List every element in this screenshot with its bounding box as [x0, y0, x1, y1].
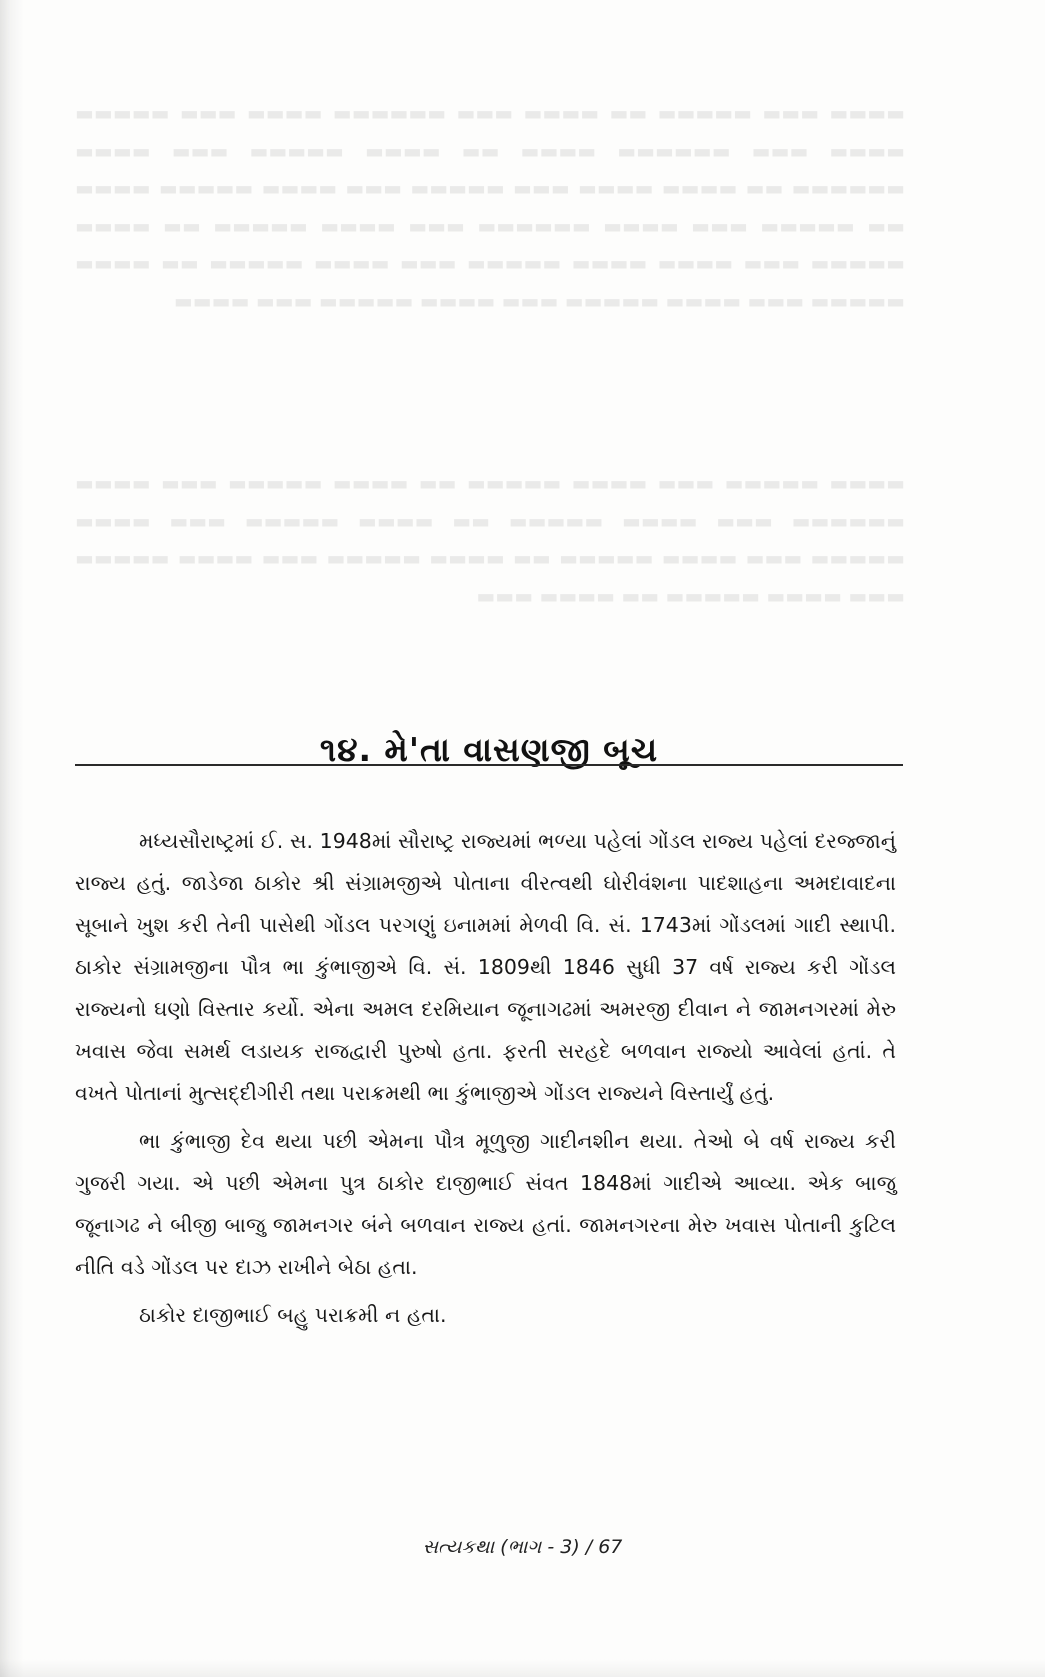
chapter-body [75, 820, 896, 1342]
heading-rule [75, 764, 903, 766]
page-footer: સત્યકથા (ભાગ - 3) / 67 [422, 1536, 623, 1558]
bleed-through-text-top: ▬▬▬▬ ▬▬▬ ▬▬▬▬▬ ▬▬ ▬▬▬▬ ▬▬▬ ▬▬▬▬▬▬ ▬▬▬▬ ▬▬▬ ▬▬▬▬▬ ▬▬▬▬ ▬▬▬ ▬▬▬▬▬▬ ▬▬▬▬ ▬▬ ▬▬▬▬ ▬▬▬▬▬ ▬▬▬ ▬▬▬▬ ▬▬▬▬▬▬ ▬▬ ▬▬▬▬ ▬▬▬▬ ▬▬▬ ▬▬▬▬▬ ▬▬▬ ▬▬▬▬ ▬▬▬▬▬ ▬▬▬▬ ▬▬ ▬▬▬▬▬ ▬▬▬ ▬▬▬▬ ▬▬▬▬▬▬ ▬▬▬ ▬▬▬▬ ▬▬▬▬▬ ▬▬ ▬▬▬▬ ▬▬▬▬▬ ▬▬▬ ▬▬▬▬ ▬▬▬▬ ▬▬▬▬▬ ▬▬▬ ▬▬▬▬ ▬▬▬▬▬ ▬▬ ▬▬▬▬ ▬▬▬▬▬ ▬▬▬ ▬▬▬▬ ▬▬▬▬▬ ▬▬▬ ▬▬▬▬ ▬▬▬▬▬ ▬▬▬ ▬▬▬▬ [75, 101, 905, 313]
bleed-through-text-middle: ▬▬▬▬ ▬▬▬▬▬ ▬▬▬ ▬▬▬▬ ▬▬▬▬▬ ▬▬ ▬▬▬▬ ▬▬▬▬▬ ▬▬▬ ▬▬▬▬ ▬▬▬▬▬▬ ▬▬▬ ▬▬▬▬ ▬▬▬▬▬ ▬▬ ▬▬▬▬ ▬▬▬▬▬ ▬▬▬ ▬▬▬▬ ▬▬▬▬▬ ▬▬▬ ▬▬▬▬ ▬▬▬▬▬ ▬▬ ▬▬▬▬ ▬▬▬▬▬ ▬▬▬ ▬▬▬▬ ▬▬▬▬▬ ▬▬▬ ▬▬▬▬ ▬▬▬▬▬ ▬▬ ▬▬▬▬ ▬▬▬ [75, 471, 905, 608]
paragraph-2: ભા કુંભાજી દેવ થયા પછી એમના પૌત્ર મૂળુજી ગાદીનશીન થયા. તેઓ બે વર્ષ રાજ્ય કરી ગુજરી ગયા. એ પછી એમના પુત્ર ઠાકોર દાજીભાઈ સંવત 1848માં ગાદીએ આવ્યા. એક બાજુ જૂનાગઢ ને બીજી બાજુ જામનગર બંને બળવાન રાજ્ય હતાં. જામનગરના મેરુ ખવાસ પોતાની કુટિલ નીતિ વડે ગોંડલ પર દાઝ રાખીને બેઠા હતા. [75, 1129, 896, 1279]
paragraph-3: ઠાકોર દાજીભાઈ બહુ પરાક્રમી ન હતા. [139, 1303, 447, 1327]
chapter-heading: ૧૪. મે'તા વાસણજી બૂચ [319, 730, 659, 770]
paragraph-1: મધ્યસૌરાષ્ટ્રમાં ઈ. સ. 1948માં સૌરાષ્ટ્ર રાજ્યમાં ભળ્યા પહેલાં ગોંડલ રાજ્ય પહેલાં દરજ્જાનું રાજ્ય હતું. જાડેજા ઠાકોર શ્રી સંગ્રામજીએ પોતાના વીરત્વથી ઘોરીવંશના પાદશાહના અમદાવાદના સૂબાને ખુશ કરી તેની પાસેથી ગોંડલ પરગણું ઇનામમાં મેળવી વિ. સં. 1743માં ગોંડલમાં ગાદી સ્થાપી. ઠાકોર સંગ્રામજીના પૌત્ર ભા કુંભાજીએ વિ. સં. 1809થી 1846 સુધી 37 વર્ષ રાજ્ય કરી ગોંડલ રાજ્યનો ઘણો વિસ્તાર કર્યો. એના અમલ દરમિયાન જૂનાગઢમાં અમરજી દીવાન ને જામનગરમાં મેરુ ખવાસ જેવા સમર્થ લડાયક રાજદ્વારી પુરુષો હતા. ફરતી સરહદે બળવાન રાજ્યો આવેલાં હતાં. તે વખતે પોતાનાં મુત્સદ્દીગીરી તથા પરાક્રમથી ભા કુંભાજીએ ગોંડલ રાજ્યને વિસ્તાર્યું હતું. [75, 829, 896, 1105]
chapter-heading-wrap [75, 708, 903, 792]
